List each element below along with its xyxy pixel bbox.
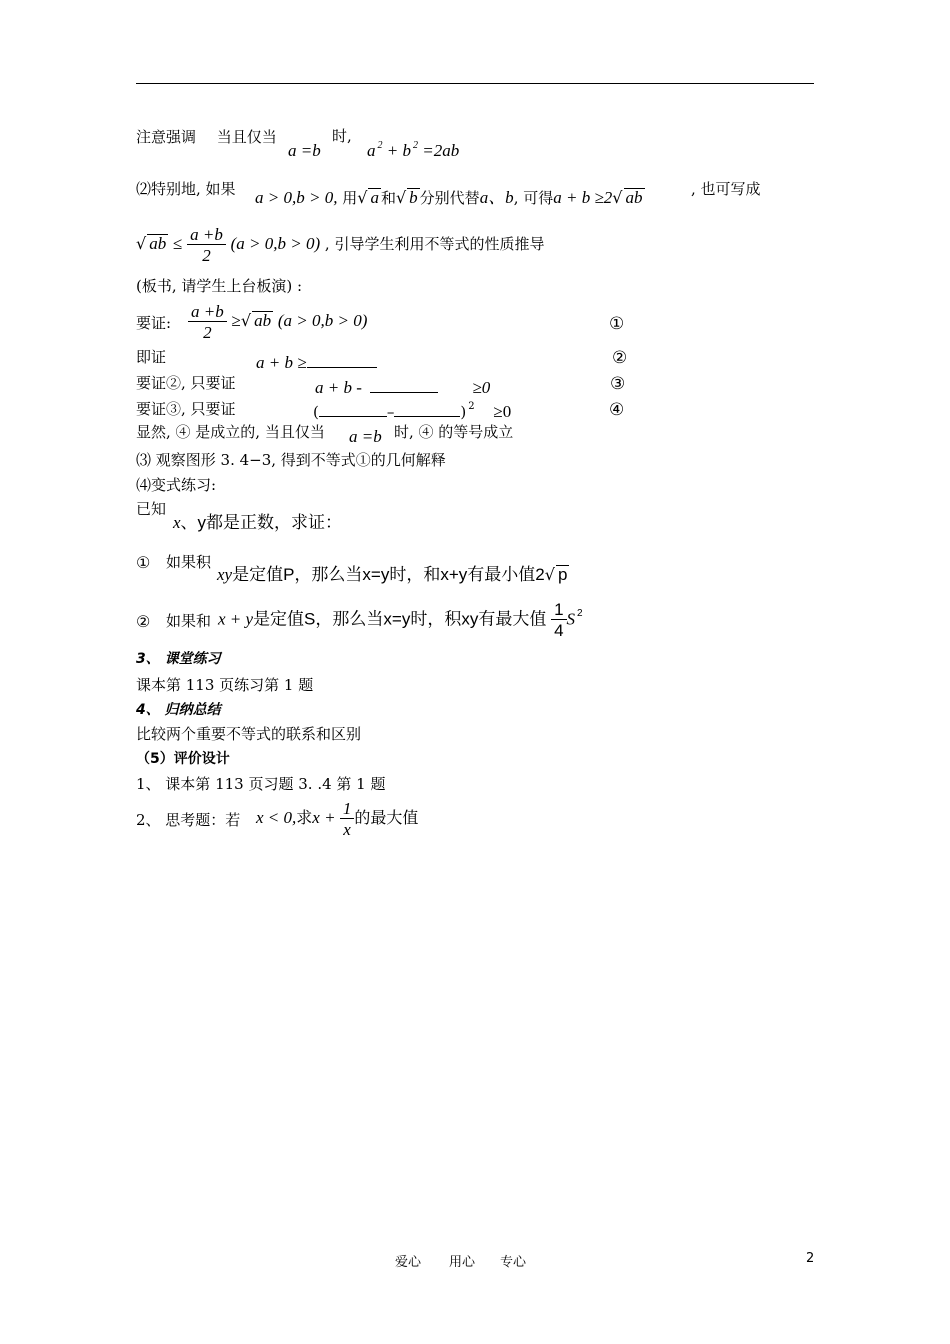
page-number: 2 bbox=[806, 1251, 815, 1266]
prove-label: 要证: bbox=[136, 314, 172, 332]
p3-label: 要证③, 只要证 bbox=[136, 400, 236, 418]
item1-lead: 如果积 bbox=[166, 553, 212, 571]
sqrt-b-icon: √ bbox=[395, 188, 407, 207]
sqrt-icon: √ bbox=[544, 565, 555, 584]
section5-item2-label: 2、 思考题：若 bbox=[136, 811, 241, 829]
item1-body: xy是定值P，那么当x=y时，和x+y有最小值2√ p bbox=[217, 565, 568, 584]
sqrt-a-icon: √ bbox=[357, 188, 368, 207]
known-label: 已知 bbox=[136, 500, 167, 518]
footer-text-1: 爱心 bbox=[395, 1255, 422, 1270]
eq-number-1: ① bbox=[609, 314, 625, 334]
special-label: ⑵特别地, 如果 bbox=[136, 180, 236, 198]
p3-expr: ( – ) $^2$ ≥0 bbox=[313, 401, 512, 421]
fraction: $\frac{a +b}{2}$ bbox=[187, 226, 226, 264]
eq-number-3: ③ bbox=[610, 374, 626, 394]
obvious-b: 时, ④ 的等号成立 bbox=[394, 423, 514, 441]
ie-expr: a + b ≥ bbox=[256, 353, 377, 371]
emphasis-line bbox=[136, 130, 277, 145]
special-tail: , 也可写成 bbox=[691, 180, 761, 198]
section5-item1: 1、 课本第 113 页习题 3. .4 第 1 题 bbox=[136, 775, 386, 793]
header-rule bbox=[136, 83, 814, 84]
obvious-cond: a =b bbox=[349, 427, 382, 446]
known-vars: x、y都是正数，求证： bbox=[173, 513, 343, 532]
observe: ⑶ 观察图形 3. 4−3, 得到不等式①的几何解释 bbox=[136, 451, 446, 469]
second-line: √ ab ≤ $\frac{a +b}{2}$ (a > 0,b > 0) , 引导学生利用不等式的性质推导 bbox=[136, 225, 545, 265]
emphasis-formula: a $^2$ + b $^2$ =2ab bbox=[367, 140, 460, 160]
blank bbox=[370, 378, 438, 393]
item1-num: ① bbox=[136, 553, 151, 572]
obvious-a: 显然, ④ 是成立的, 当且仅当 bbox=[136, 423, 325, 441]
item2-num: ② bbox=[136, 612, 151, 631]
practice: ⑷变式练习: bbox=[136, 476, 217, 494]
sqrt-icon: √ bbox=[240, 311, 252, 330]
item2-body: x + y是定值S，那么当x=y时，积xy有最大值 $\frac{1}{4}$ S $^2$ bbox=[218, 600, 583, 640]
sqrt-icon: √ bbox=[136, 234, 147, 253]
section3-title: 3、 课堂练习 bbox=[136, 651, 221, 667]
section5-item2-expr: x < 0,求x + $\frac{1}{x}$ 的最大值 bbox=[256, 799, 419, 839]
footer-text-3: 专心 bbox=[500, 1255, 527, 1270]
emphasis-shi: 时, bbox=[332, 127, 352, 145]
eq-number-4: ④ bbox=[609, 400, 625, 420]
blank bbox=[307, 353, 377, 368]
blank bbox=[394, 402, 460, 417]
board-note: (板书, 请学生上台板演) : bbox=[136, 277, 303, 295]
ie-label: 即证 bbox=[136, 348, 167, 366]
blank bbox=[319, 402, 387, 417]
item2-lead: 如果和 bbox=[166, 612, 212, 630]
prove-expr: $\frac{a +b}{2}$ ≥√ ab (a > 0,b > 0) bbox=[188, 303, 367, 341]
emphasis-when: 当且仅当 bbox=[216, 128, 277, 146]
p2-expr: a + b - ≥0 bbox=[315, 378, 491, 397]
section4-body: 比较两个重要不等式的联系和区别 bbox=[136, 725, 362, 743]
fraction: $\frac{1}{4}$ bbox=[551, 601, 566, 639]
section3-body: 课本第 113 页练习第 1 题 bbox=[136, 676, 314, 694]
emphasis-cond: a =b bbox=[288, 141, 321, 160]
p2-label: 要证②, 只要证 bbox=[136, 374, 236, 392]
eq-number-2: ② bbox=[612, 348, 628, 368]
emphasis-label: 注意强调 bbox=[136, 128, 197, 146]
special-line: a > 0,b > 0, 用√ a 和√ b 分别代替a、b, 可得a + b ≥2√ ab bbox=[255, 188, 643, 207]
fraction: $\frac{1}{x}$ bbox=[340, 800, 355, 838]
sqrt-ab-icon: √ bbox=[612, 188, 623, 207]
section5-title: （5）评价设计 bbox=[136, 751, 230, 767]
footer-text-2: 用心 bbox=[449, 1255, 476, 1270]
section4-title: 4、 归纳总结 bbox=[136, 702, 221, 718]
